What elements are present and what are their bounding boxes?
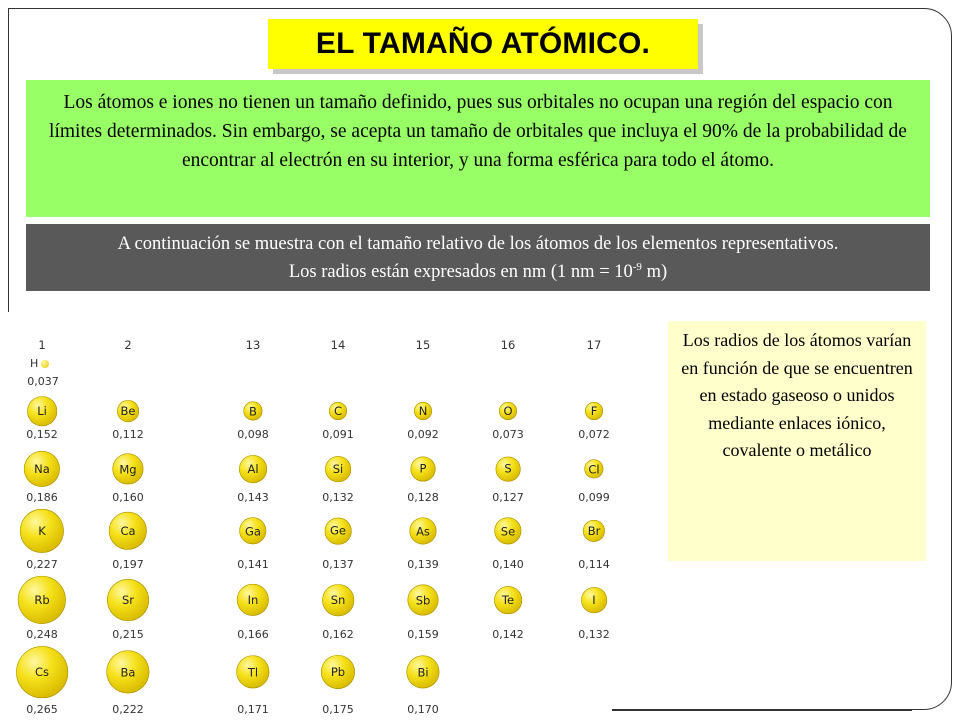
atomic-radius-value: 0,128 [407,491,439,504]
atomic-radius-value: 0,248 [26,628,58,641]
element-symbol: Br [587,524,601,538]
group-number-13: 13 [245,338,261,352]
atomic-radius-value: 0,197 [112,558,144,571]
title-banner [268,19,698,69]
group-number-1: 1 [38,338,46,352]
element-symbol: B [249,403,257,418]
atomic-radius-value: 0,127 [492,491,524,504]
element-symbol: N [418,404,428,418]
atom-n [414,402,432,420]
element-symbol: Sn [330,592,346,607]
atomic-radius-value: 0,132 [578,628,610,641]
atom-f [585,402,603,420]
atomic-radius-value: 0,160 [112,491,144,504]
note-line-2 [36,258,920,286]
atomic-radius-value: 0,132 [322,491,354,504]
element-symbol: Ge [329,523,346,538]
atomic-radius-value: 0,112 [112,428,144,441]
element-symbol: Ga [245,523,261,538]
element-symbol: S [504,462,512,476]
atomic-radius-value: 0,072 [578,428,610,441]
hydrogen-radius: 0,037 [27,375,59,388]
atomic-radius-value: 0,142 [492,628,524,641]
element-symbol: Rb [34,592,50,607]
atom-cs [16,646,68,698]
atomic-radius-value: 0,159 [407,628,439,641]
side-note-box [668,321,926,561]
intro-box [26,80,930,217]
group-number-17: 17 [586,338,602,352]
hydrogen-symbol: H [30,357,39,370]
element-symbol: Li [37,404,47,418]
element-symbol: As [416,524,430,538]
atomic-radius-table [0,312,620,720]
atomic-radius-value: 0,143 [237,491,269,504]
group-number-16: 16 [500,338,516,352]
atom-ba [106,650,149,693]
atomic-radius-value: 0,171 [237,703,269,716]
intro-text: Los átomos e iones no tienen un tamaño definido, pues sus orbitales no ocupan una región del espacio con límites determinados. Sin embargo, se acepta un tamaño de orbitales que incluya el 90% de la probabilidad de encontrar al electrón en su interior, y una forma esférica para todo el átomo. [49,92,907,171]
atom-mg [112,453,143,484]
page-title: EL TAMAÑO ATÓMICO. [315,27,651,60]
atom-p [411,457,436,482]
atom-o [499,402,517,420]
group-number-15: 15 [415,338,431,352]
element-symbol: F [590,404,598,418]
atom-c [329,402,347,420]
element-symbol: Cl [588,461,600,476]
element-symbol: Si [332,461,344,476]
element-symbol: I [592,592,596,607]
element-symbol: Be [120,403,136,418]
group-number-14: 14 [330,338,346,352]
atom-bi [406,655,439,688]
atom-si [325,456,351,482]
element-symbol: O [503,404,513,418]
atom-cl [584,459,603,478]
atom-in [237,584,269,616]
note-box [26,224,930,291]
atom-li [27,396,57,426]
atom-ca [109,512,147,550]
atomic-radius-value: 0,152 [26,428,58,441]
atomic-radius-value: 0,092 [407,428,439,441]
element-symbol: In [247,592,259,607]
atomic-radius-value: 0,098 [237,428,269,441]
atom-sb [408,585,439,616]
element-symbol: Ba [120,665,136,679]
atomic-radius-value: 0,114 [578,558,610,571]
side-note-text: Los radios de los átomos varían en función de que se encuentren en estado gaseoso o unidos mediante enlaces iónico, covalente o metálico [681,330,913,460]
atom-pb [321,655,355,689]
atomic-radius-value: 0,175 [322,703,354,716]
frame-bottom-line [612,709,912,711]
atom-ga [239,517,266,544]
element-symbol: Na [34,461,50,476]
element-symbol: Al [247,462,259,476]
atom-rb [18,576,66,624]
atom-tl [236,655,269,688]
atom-i [581,587,607,613]
atom-be [117,400,139,422]
atom-s [496,457,521,482]
note-line-2-prefix: Los radios están expresados en nm (1 nm = 10 [288,262,633,282]
atom-se [494,517,521,544]
atom-k [20,509,64,553]
atom-ge [325,518,352,545]
element-symbol: Pb [330,665,346,679]
atomic-radius-value: 0,099 [578,491,610,504]
atomic-radius-value: 0,162 [322,628,354,641]
hydrogen-atom [41,360,49,368]
atom-sn [322,584,354,616]
element-symbol: P [419,461,427,476]
element-symbol: Bi [417,664,429,679]
atomic-radius-value: 0,141 [237,558,269,571]
atomic-radius-value: 0,170 [407,703,439,716]
element-symbol: Mg [119,462,137,476]
atomic-radius-value: 0,227 [26,558,58,571]
atom-na [24,451,60,487]
element-symbol: Tl [247,665,259,679]
atom-as [409,517,436,544]
atomic-radius-value: 0,137 [322,558,354,571]
element-symbol: C [333,404,343,418]
atomic-radius-value: 0,265 [26,703,58,716]
element-symbol: Te [501,593,515,607]
atomic-radius-value: 0,139 [407,558,439,571]
note-line-2-suffix: m) [641,262,668,282]
atomic-radius-value: 0,222 [112,703,144,716]
atom-sr [107,579,149,621]
element-symbol: K [38,524,46,538]
note-exponent: -9 [632,260,642,273]
atomic-radius-value: 0,166 [237,628,269,641]
atom-b [243,401,262,420]
element-symbol: Sr [121,592,135,607]
atomic-radius-value: 0,091 [322,428,354,441]
element-symbol: Ca [120,524,136,538]
atomic-radius-value: 0,186 [26,491,58,504]
atom-al [239,455,267,483]
atom-br [583,520,605,542]
atomic-radius-value: 0,073 [492,428,524,441]
note-line-1: A continuación se muestra con el tamaño relativo de los átomos de los elementos representativos. [117,234,839,254]
atomic-radius-value: 0,140 [492,558,524,571]
element-symbol: Sb [415,593,431,607]
group-number-2: 2 [124,338,132,352]
atomic-radius-value: 0,215 [112,628,144,641]
atom-te [494,586,522,614]
element-symbol: Cs [34,664,50,679]
element-symbol: Se [500,523,516,538]
